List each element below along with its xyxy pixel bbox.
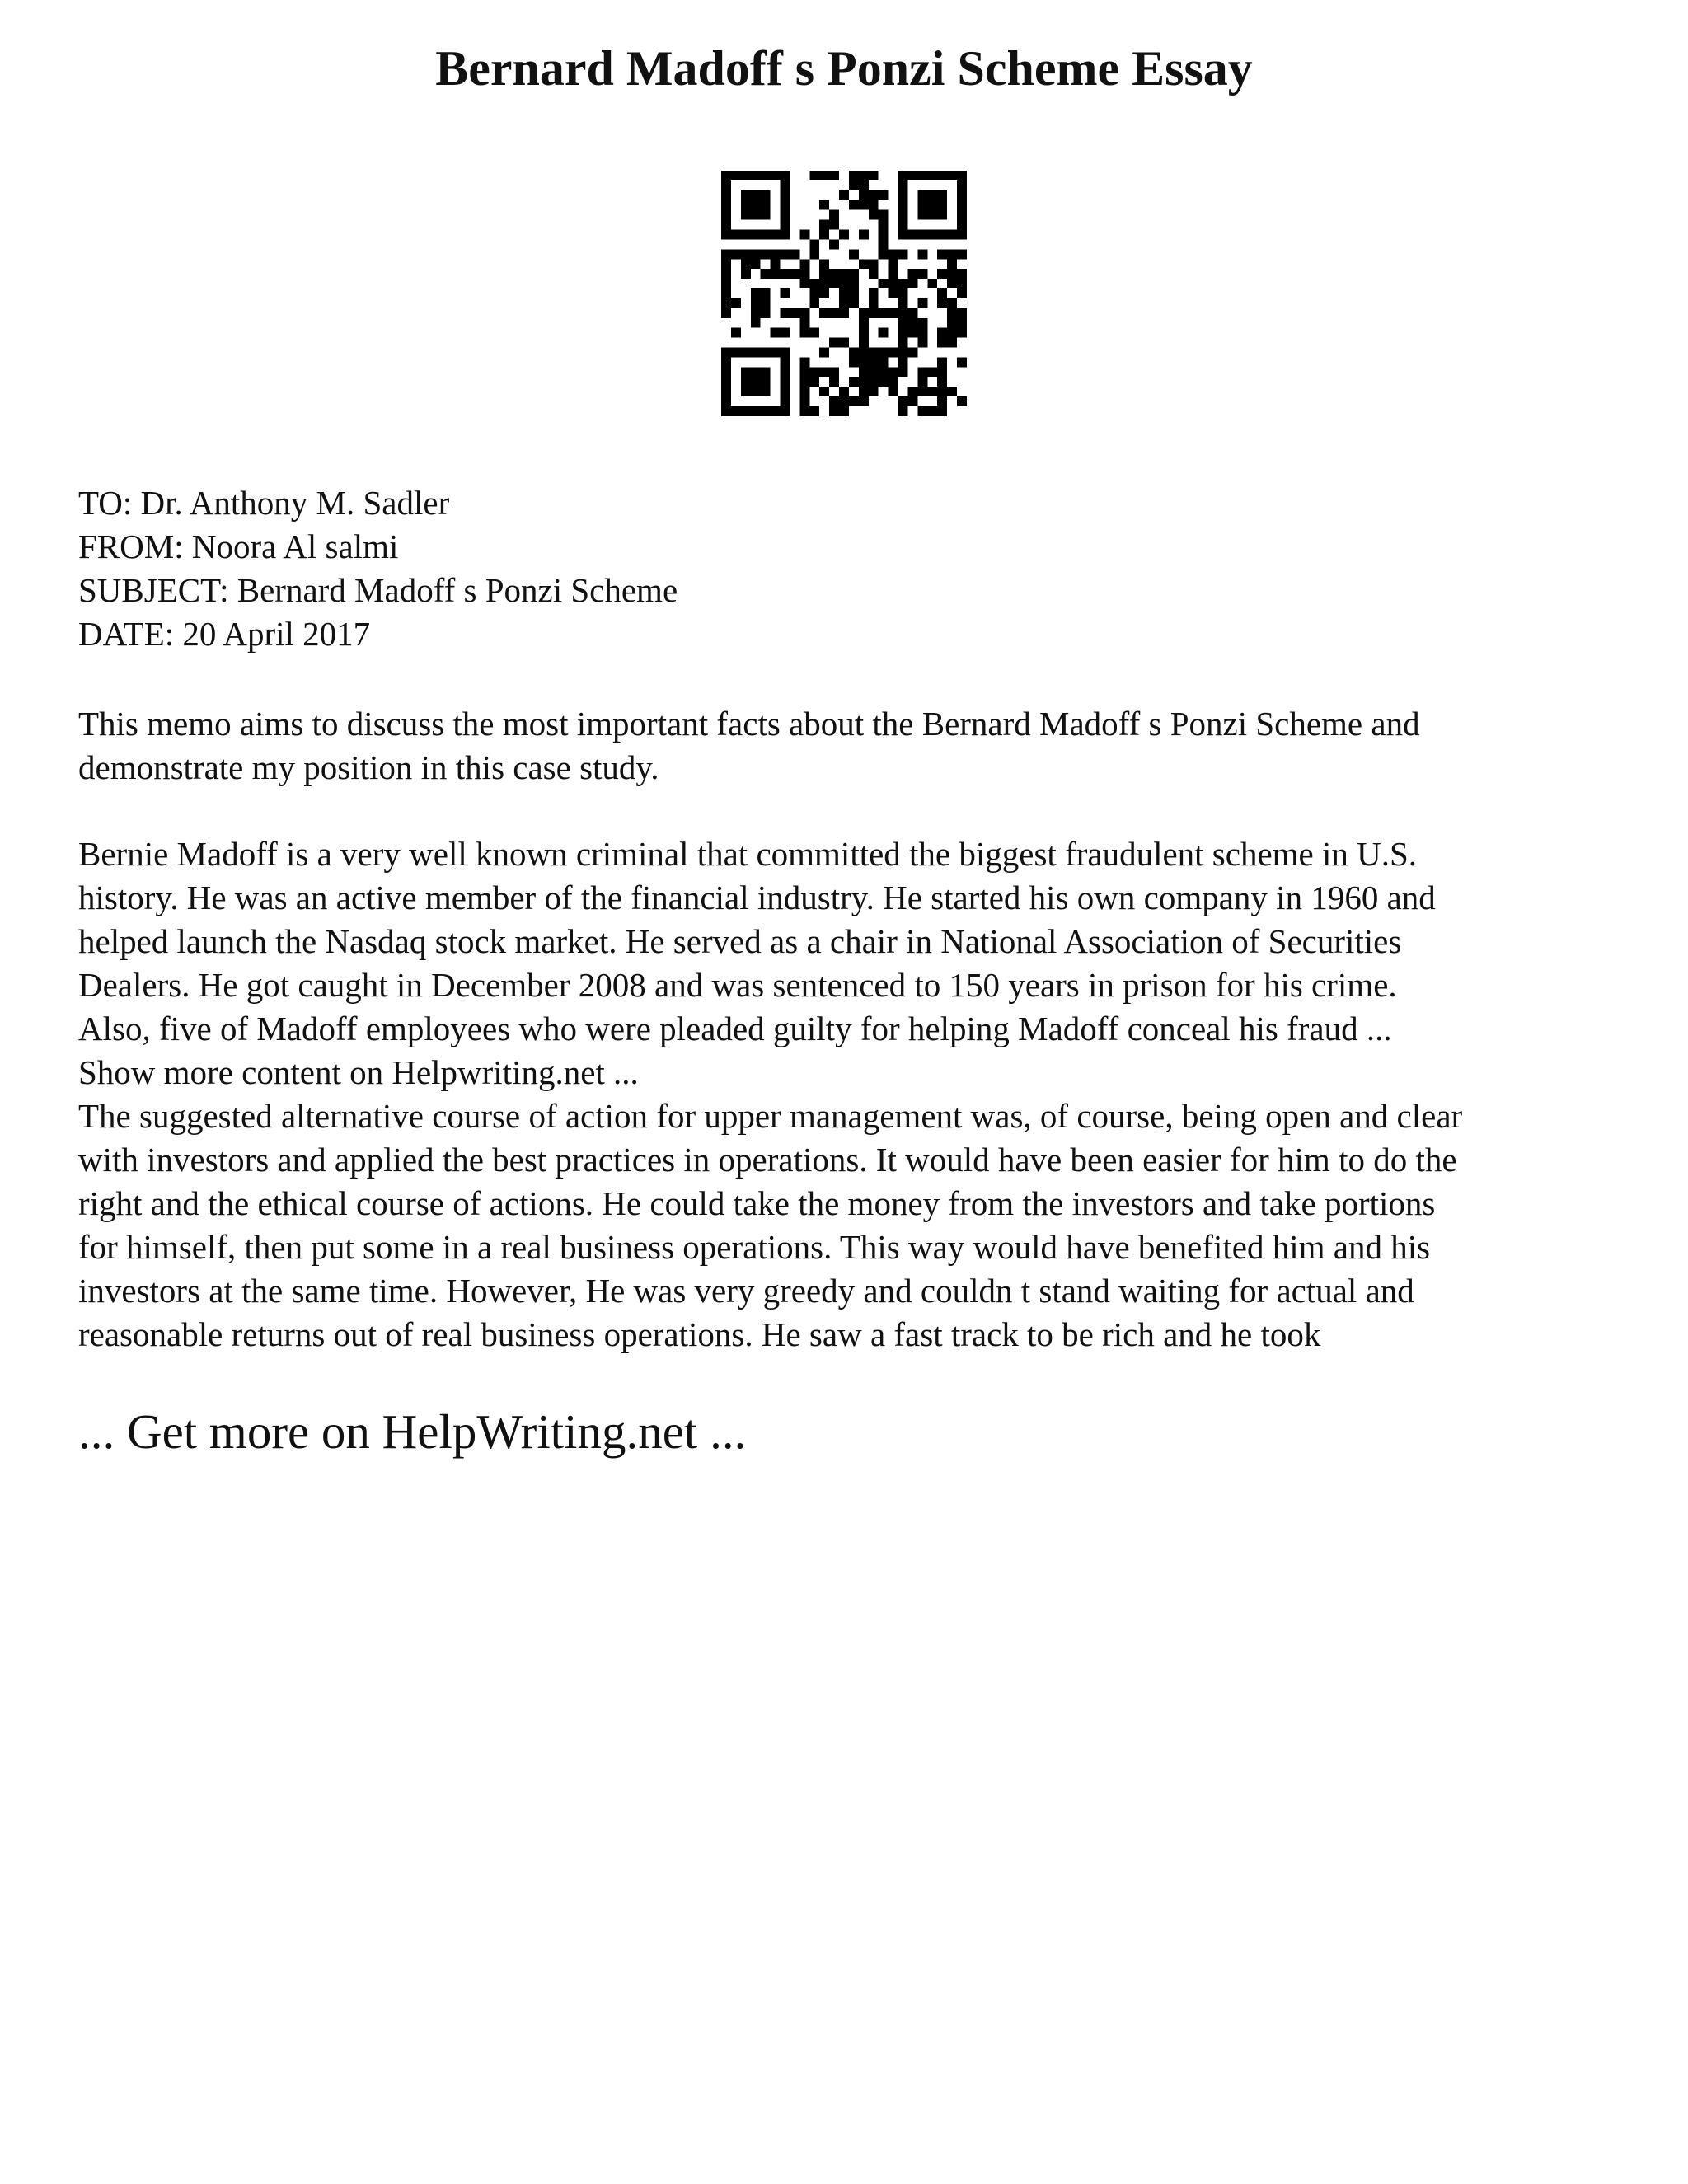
body-line: Dealers. He got caught in December 2008 and was sentenced to 150 years in prison for his crime. bbox=[78, 966, 1397, 1004]
memo-from: FROM: Noora Al salmi bbox=[78, 527, 399, 565]
body-line: right and the ethical course of actions. He could take the money from the investors and take portions bbox=[78, 1184, 1436, 1222]
get-more-link[interactable]: ... Get more on HelpWriting.net ... bbox=[78, 1404, 747, 1459]
body-line: Bernie Madoff is a very well known criminal that committed the biggest fraudulent scheme in U.S. bbox=[78, 835, 1418, 873]
qr-code-icon bbox=[721, 171, 967, 416]
body-line: with investors and applied the best practices in operations. It would have been easier for him to do the bbox=[78, 1141, 1457, 1179]
body-line: history. He was an active member of the financial industry. He started his own company in 1960 and bbox=[78, 879, 1436, 916]
show-more-link[interactable]: Show more content on Helpwriting.net ... bbox=[78, 1053, 639, 1091]
memo-date: DATE: 20 April 2017 bbox=[78, 615, 371, 653]
memo-to: TO: Dr. Anthony M. Sadler bbox=[78, 484, 450, 522]
intro-paragraph bbox=[78, 702, 1644, 790]
memo-header bbox=[78, 481, 1644, 656]
body-line: helped launch the Nasdaq stock market. He served as a chair in National Association of Securities bbox=[78, 922, 1402, 960]
body-line: for himself, then put some in a real business operations. This way would have benefited him and his bbox=[78, 1228, 1431, 1266]
body-line: investors at the same time. However, He was very greedy and couldn t stand waiting for actual and bbox=[78, 1272, 1414, 1310]
body-text bbox=[78, 832, 1644, 1357]
memo-subject: SUBJECT: Bernard Madoff s Ponzi Scheme bbox=[78, 571, 678, 609]
intro-line: demonstrate my position in this case study. bbox=[78, 748, 659, 786]
document-title: Bernard Madoff s Ponzi Scheme Essay bbox=[435, 41, 1253, 96]
body-line: reasonable returns out of real business operations. He saw a fast track to be rich and he took bbox=[78, 1315, 1321, 1353]
body-line: Also, five of Madoff employees who were pleaded guilty for helping Madoff conceal his fraud ... bbox=[78, 1010, 1392, 1047]
intro-line: This memo aims to discuss the most important facts about the Bernard Madoff s Ponzi Scheme and bbox=[78, 705, 1420, 743]
body-line: The suggested alternative course of action for upper management was, of course, being open and clear bbox=[78, 1097, 1463, 1135]
